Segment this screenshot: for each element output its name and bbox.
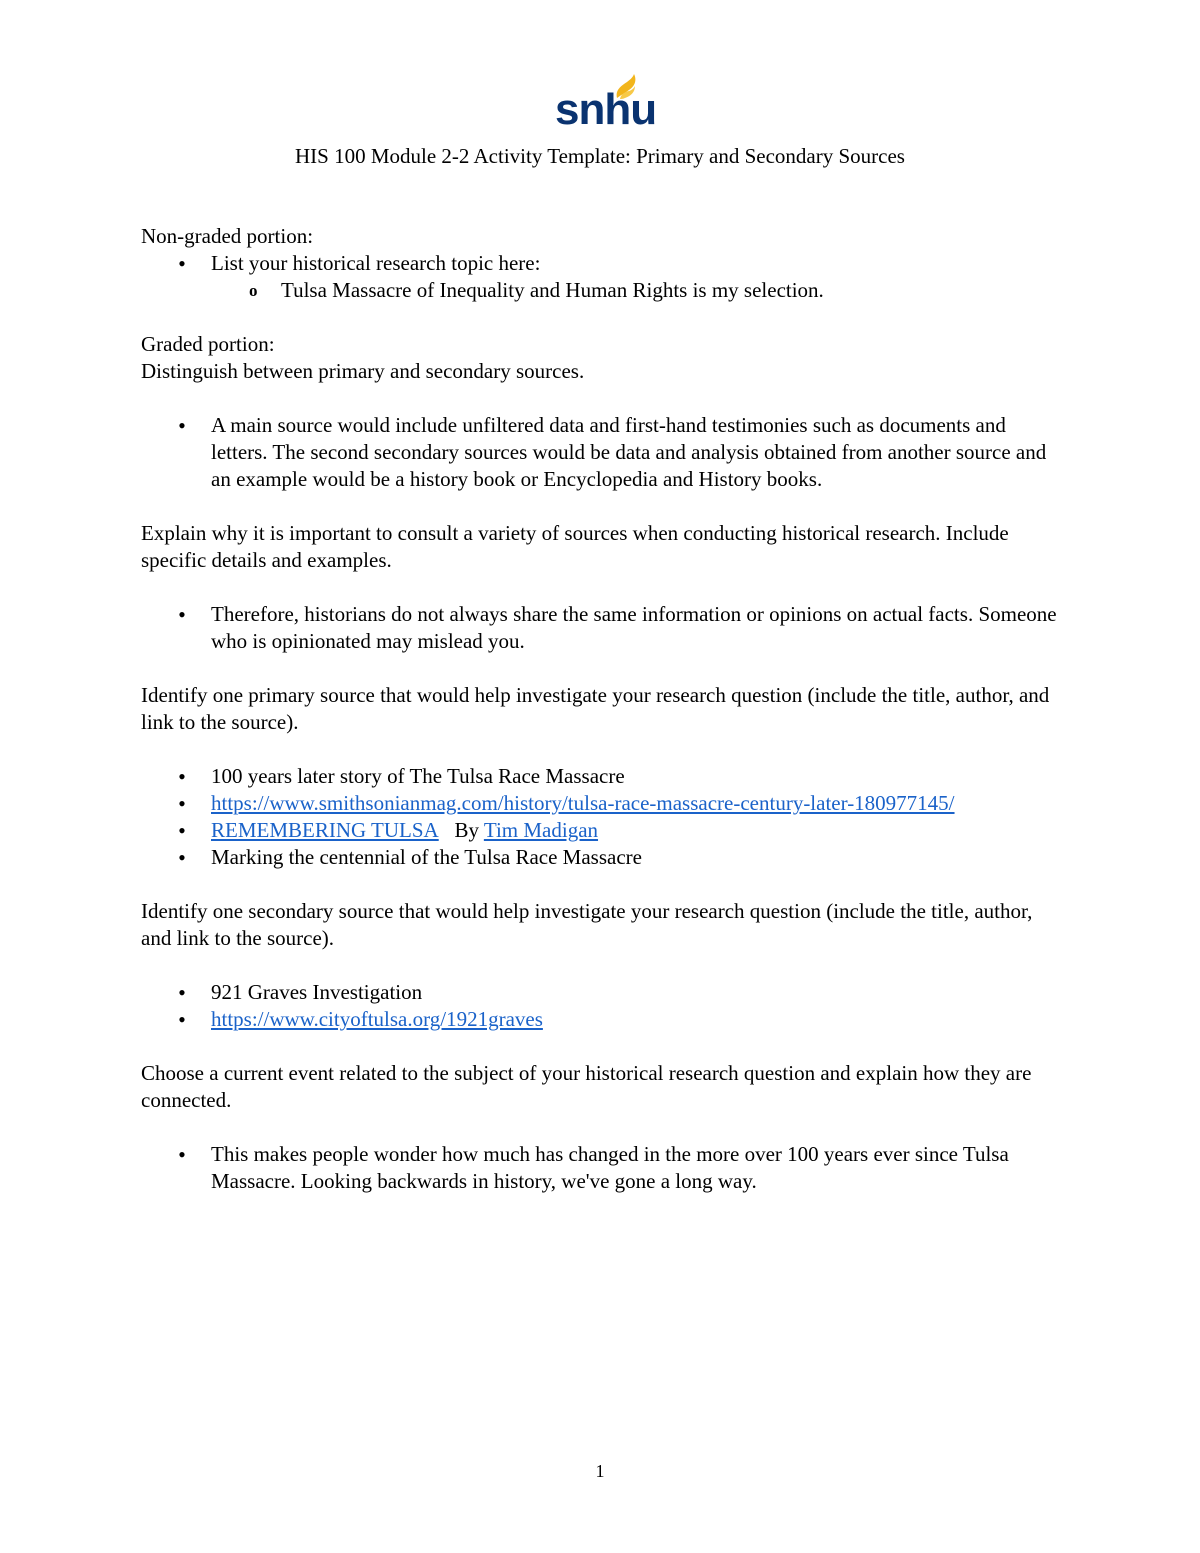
smithsonian-link[interactable]: https://www.smithsonianmag.com/history/tulsa-race-massacre-century-later-180977145/ — [211, 791, 955, 815]
bullet-icon: • — [178, 1142, 186, 1167]
list-item — [141, 790, 1061, 817]
non-graded-list — [141, 250, 1061, 304]
current-event-answer: This makes people wonder how much has changed in the more over 100 years ever since Tulsa Massacre. Looking backwards in history, we've gone a long way. — [211, 1142, 1009, 1193]
sub-bullet-icon: o — [249, 281, 258, 300]
explain-prompt: Explain why it is important to consult a variety of sources when conducting historical research. Include specific details and examples. — [141, 521, 1009, 572]
centennial-text: Marking the centennial of the Tulsa Race Massacre — [211, 845, 642, 869]
bullet-icon: • — [178, 1007, 186, 1032]
secondary-list — [141, 979, 1061, 1033]
current-event-prompt: Choose a current event related to the subject of your historical research question and explain how they are connected. — [141, 1061, 1032, 1112]
list-item — [141, 1141, 1061, 1195]
bullet-icon: • — [178, 602, 186, 627]
bullet-icon: • — [178, 845, 186, 870]
page-title: HIS 100 Module 2-2 Activity Template: Primary and Secondary Sources — [295, 144, 905, 168]
list-item — [141, 763, 1061, 790]
primary-story: 100 years later story of The Tulsa Race Massacre — [211, 764, 625, 788]
by-label: By — [454, 818, 479, 842]
bullet-icon: • — [178, 818, 186, 843]
remembering-tulsa-link[interactable]: REMEMBERING TULSA — [211, 818, 439, 842]
logo-wordmark: snhu — [555, 85, 657, 134]
list-item — [141, 844, 1061, 871]
list-item — [141, 817, 1061, 844]
topic-answer: Tulsa Massacre of Inequality and Human Rights is my selection. — [281, 278, 824, 302]
topic-sublist — [211, 277, 1061, 304]
list-item — [141, 979, 1061, 1006]
list-item — [141, 601, 1061, 655]
snhu-logo — [555, 74, 657, 134]
primary-list — [141, 763, 1061, 871]
bullet-icon: • — [178, 413, 186, 438]
bullet-icon: • — [178, 251, 186, 276]
topic-prompt: List your historical research topic here: — [211, 251, 541, 275]
distinguish-list — [141, 412, 1061, 493]
bullet-icon: • — [178, 764, 186, 789]
list-item — [141, 412, 1061, 493]
distinguish-prompt: Distinguish between primary and secondary sources. — [141, 359, 585, 383]
list-item — [141, 250, 1061, 304]
bullet-icon: • — [178, 980, 186, 1005]
explain-list — [141, 601, 1061, 655]
non-graded-heading: Non-graded portion: — [141, 224, 314, 248]
city-of-tulsa-link[interactable]: https://www.cityoftulsa.org/1921graves — [211, 1007, 543, 1031]
explain-answer: Therefore, historians do not always share the same information or opinions on actual facts. Someone who is opinionated may mislead you. — [211, 602, 1057, 653]
document-body — [141, 223, 1061, 1195]
distinguish-answer: A main source would include unfiltered data and first-hand testimonies such as documents and letters. The second secondary sources would be data and analysis obtained from another source and an example would be a history book or Encyclopedia and History books. — [211, 413, 1047, 491]
list-item — [211, 277, 1061, 304]
page-number: 1 — [595, 1461, 605, 1481]
bullet-icon: • — [178, 791, 186, 816]
graves-investigation-title: 921 Graves Investigation — [211, 980, 423, 1004]
primary-prompt: Identify one primary source that would help investigate your research question (include the title, author, and link to the source). — [141, 683, 1050, 734]
list-item — [141, 1006, 1061, 1033]
secondary-prompt: Identify one secondary source that would help investigate your research question (include the title, author, and link to the source). — [141, 899, 1033, 950]
graded-heading: Graded portion: — [141, 332, 275, 356]
current-event-list — [141, 1141, 1061, 1195]
author-link[interactable]: Tim Madigan — [483, 818, 599, 842]
